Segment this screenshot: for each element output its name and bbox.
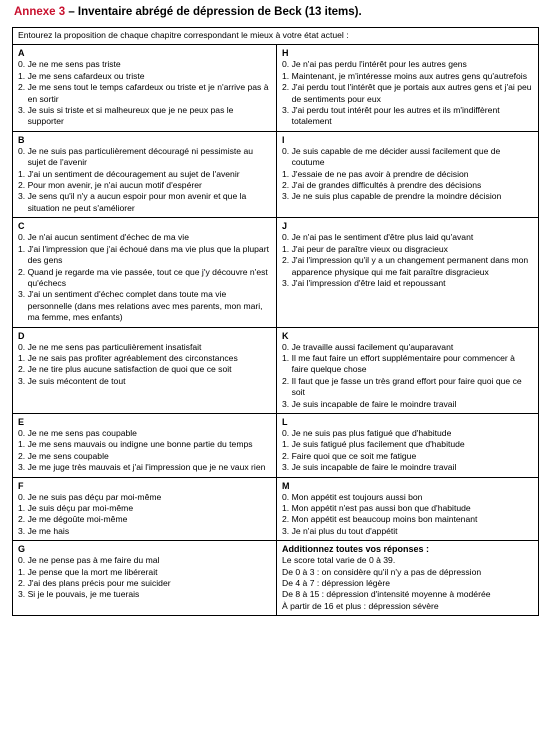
answer-option (18, 364, 271, 375)
option-number: 0. (282, 145, 292, 156)
option-number: 2. (18, 180, 28, 191)
option-number: 2. (282, 82, 292, 93)
option-number: 1. (282, 352, 292, 363)
option-number: 0. (18, 145, 28, 156)
answer-option (18, 146, 271, 169)
answer-option (282, 503, 533, 514)
section-a (13, 45, 277, 131)
row-d-k (13, 327, 539, 413)
section-f (13, 477, 277, 541)
option-text: J'ai un sentiment de découragement au sujet de l'avenir (27, 168, 240, 179)
option-text: J'ai perdu tout l'intérêt que je portais aux autres gens et j'ai peu de sentiments pour eux (291, 82, 532, 104)
option-number: 1. (18, 566, 28, 577)
answer-option (282, 255, 533, 278)
option-text: Si je le pouvais, je me tuerais (27, 589, 140, 600)
option-number: 2. (282, 375, 292, 386)
section-k (277, 327, 539, 413)
option-number: 2. (18, 450, 28, 461)
answer-option (282, 353, 533, 376)
option-number: 3. (282, 105, 292, 116)
answer-option (282, 278, 533, 289)
section-letter: I (282, 134, 285, 145)
option-text: Je me hais (27, 525, 70, 536)
option-text: Je n'ai aucun sentiment d'échec de ma vie (27, 232, 189, 243)
annex-label: Annexe 3 (14, 6, 66, 18)
option-number: 2. (18, 364, 28, 375)
option-text: Je n'ai pas le sentiment d'être plus laid qu'avant (291, 232, 474, 243)
answer-option (282, 451, 533, 462)
answer-option (282, 82, 533, 105)
answer-option (18, 567, 271, 578)
section-j (277, 218, 539, 327)
option-number: 1. (282, 70, 292, 81)
option-number: 0. (18, 232, 28, 243)
answer-option (282, 376, 533, 399)
option-number: 2. (18, 82, 28, 93)
option-text: Je ne tire plus aucune satisfaction de quoi que ce soit (27, 364, 232, 375)
section-letter: C (18, 221, 25, 232)
option-text: Je ne me sens pas triste (27, 59, 121, 70)
answer-option (18, 526, 271, 537)
answer-option (18, 244, 271, 267)
answer-option (18, 578, 271, 589)
option-text: Faire quoi que ce soit me fatigue (291, 450, 417, 461)
answer-option (18, 353, 271, 364)
answer-option (18, 232, 271, 243)
option-text: Je pense que la mort me libérerait (27, 566, 158, 577)
option-text: Je me dégoûte moi-même (27, 514, 128, 525)
row-f-m (13, 477, 539, 541)
answer-option (18, 59, 271, 70)
section-letter: D (18, 330, 25, 341)
option-number: 3. (18, 289, 28, 300)
option-text: Je me sens mauvais ou indigne une bonne partie du temps (27, 439, 253, 450)
answer-option (282, 514, 533, 525)
option-number: 3. (282, 398, 292, 409)
summary-title: Additionnez toutes vos réponses : (282, 544, 430, 555)
answer-option (18, 180, 271, 191)
option-text: Pour mon avenir, je n'ai aucun motif d'espérer (27, 180, 202, 191)
answer-option (282, 232, 533, 243)
option-text: J'ai l'impression qu'il y a un changement permanent dans mon apparence physique qui me fait paraître disgracieux (291, 255, 529, 277)
option-text: Je ne suis pas particulièrement découragé ni pessimiste au sujet de l'avenir (27, 145, 254, 168)
option-text: Je me juge très mauvais et j'ai l'impression que je ne vaux rien (27, 462, 266, 473)
row-g-summary (13, 541, 539, 616)
option-number: 1. (282, 243, 292, 254)
section-letter: L (282, 416, 288, 427)
section-letter: J (282, 221, 288, 232)
answer-option (18, 589, 271, 600)
answer-option (282, 105, 533, 128)
option-number: 0. (282, 491, 292, 502)
answer-option (282, 169, 533, 180)
section-e (13, 413, 277, 477)
answer-option (282, 71, 533, 82)
option-number: 0. (18, 491, 28, 502)
section-g (13, 541, 277, 616)
option-number: 2. (282, 450, 292, 461)
answer-option (282, 342, 533, 353)
option-text: Il me faut faire un effort supplémentaire pour commencer à faire quelque chose (291, 352, 515, 375)
beck-inventory-table (12, 27, 539, 616)
section-l (277, 413, 539, 477)
option-number: 1. (18, 243, 28, 254)
option-text: Je suis si triste et si malheureux que je ne peux pas le supporter (27, 105, 234, 127)
option-text: J'ai un sentiment d'échec complet dans toute ma vie personnelle (dans mes relations avec mes parents, mon mari, ma femme, mes enfants) (27, 289, 263, 323)
answer-option (18, 267, 271, 290)
option-text: J'ai des plans précis pour me suicider (27, 578, 171, 589)
option-number: 3. (18, 462, 28, 473)
row-b-i (13, 131, 539, 217)
answer-option (18, 503, 271, 514)
instruction-row (13, 28, 539, 45)
option-text: Je suis incapable de faire le moindre travail (291, 398, 457, 409)
answer-option (282, 180, 533, 191)
option-text: Je ne me sens pas coupable (27, 427, 137, 438)
answer-option (18, 105, 271, 128)
answer-option (282, 244, 533, 255)
answer-option (282, 428, 533, 439)
option-text: Mon appétit n'est pas aussi bon que d'habitude (291, 503, 471, 513)
section-b (13, 131, 277, 217)
section-letter: E (18, 416, 25, 427)
option-text: Je ne suis pas déçu par moi-même (27, 491, 162, 502)
answer-option (18, 439, 271, 450)
option-text: Je suis mécontent de tout (27, 375, 126, 386)
option-number: 0. (18, 59, 28, 70)
answer-option (18, 191, 271, 214)
option-text: Je me sens cafardeux ou triste (27, 70, 145, 81)
answer-option (18, 514, 271, 525)
option-text: Je suis déçu par moi-même (27, 503, 134, 513)
option-text: Mon appétit est toujours aussi bon (291, 491, 423, 502)
option-number: 0. (282, 427, 292, 438)
option-number: 3. (282, 277, 292, 288)
option-number: 0. (282, 341, 292, 352)
answer-option (18, 376, 271, 387)
option-text: Je n'ai plus du tout d'appétit (291, 525, 398, 536)
answer-option (18, 428, 271, 439)
instruction-text: Entourez la proposition de chaque chapitre correspondant le mieux à votre état actuel : (13, 28, 539, 45)
summary-line: Le score total varie de 0 à 39. (282, 555, 396, 566)
option-text: Je n'ai pas perdu l'intérêt pour les autres gens (291, 59, 467, 70)
option-number: 2. (282, 255, 292, 266)
answer-option (18, 555, 271, 566)
option-number: 3. (282, 191, 292, 202)
answer-option (18, 82, 271, 105)
option-number: 2. (282, 514, 292, 525)
option-number: 1. (18, 352, 28, 363)
row-a-h (13, 45, 539, 131)
option-text: Je ne sais pas profiter agréablement des circonstances (27, 352, 238, 363)
option-text: Je suis fatigué plus facilement que d'habitude (291, 439, 465, 450)
option-text: J'ai de grandes difficultés à prendre des décisions (291, 180, 482, 191)
section-h (277, 45, 539, 131)
option-number: 1. (282, 439, 292, 450)
option-number: 2. (18, 578, 28, 589)
option-text: Je ne suis plus capable de prendre la moindre décision (291, 191, 502, 202)
option-text: J'ai l'impression d'être laid et repoussant (291, 277, 446, 288)
section-letter: F (18, 480, 24, 491)
option-text: Quand je regarde ma vie passée, tout ce que j'y découvre n'est qu'échecs (27, 266, 268, 288)
answer-option (18, 451, 271, 462)
document-title (14, 6, 362, 18)
answer-option (282, 492, 533, 503)
option-number: 3. (282, 462, 292, 473)
answer-option (282, 399, 533, 410)
option-text: Je travaille aussi facilement qu'auparavant (291, 341, 454, 352)
option-text: Je ne pense pas à me faire du mal (27, 555, 160, 566)
section-letter: M (282, 480, 290, 491)
summary-line: De 8 à 15 : dépression d'intensité moyenne à modérée (282, 589, 491, 600)
section-letter: G (18, 544, 26, 555)
section-c (13, 218, 277, 327)
option-text: J'ai peur de paraître vieux ou disgracieux (291, 243, 448, 254)
option-number: 1. (18, 439, 28, 450)
option-number: 3. (18, 589, 28, 600)
option-number: 2. (18, 266, 28, 277)
option-number: 0. (18, 555, 28, 566)
row-e-l (13, 413, 539, 477)
option-number: 3. (18, 191, 28, 202)
answer-option (282, 59, 533, 70)
title-text: – Inventaire abrégé de dépression de Beck (13 items). (65, 6, 362, 18)
summary-line: De 0 à 3 : on considère qu'il n'y a pas de dépression (282, 566, 482, 577)
option-text: Je me sens tout le temps cafardeux ou triste et je n'arrive pas à en sortir (27, 82, 269, 104)
option-number: 1. (18, 70, 28, 81)
option-text: Je suis capable de me décider aussi facilement que de coutume (291, 145, 501, 168)
section-d (13, 327, 277, 413)
option-text: J'ai l'impression que j'ai échoué dans ma vie plus que la plupart des gens (27, 243, 269, 266)
section-letter: H (282, 48, 289, 59)
answer-option (282, 146, 533, 169)
section-i (277, 131, 539, 217)
scoring-summary (277, 541, 539, 616)
option-text: Je suis incapable de faire le moindre travail (291, 462, 457, 473)
option-text: Mon appétit est beaucoup moins bon maintenant (291, 514, 478, 525)
option-number: 0. (18, 341, 28, 352)
option-number: 1. (282, 168, 292, 179)
answer-option (282, 462, 533, 473)
option-number: 0. (282, 59, 292, 70)
section-letter: K (282, 330, 289, 341)
option-text: Il faut que je fasse un très grand effort pour faire quoi que ce soit (291, 375, 522, 398)
option-text: J'essaie de ne pas avoir à prendre de décision (291, 168, 469, 179)
option-number: 3. (282, 525, 292, 536)
summary-line: À partir de 16 et plus : dépression sévère (282, 600, 439, 611)
option-text: Je sens qu'il n'y a aucun espoir pour mon avenir et que la situation ne peut s'améliorer (27, 191, 247, 213)
option-number: 2. (18, 514, 28, 525)
option-text: J'ai perdu tout intérêt pour les autres et ils m'indiffèrent totalement (291, 105, 500, 127)
answer-option (18, 462, 271, 473)
answer-option (18, 71, 271, 82)
summary-line: De 4 à 7 : dépression légère (282, 578, 390, 589)
option-number: 3. (18, 105, 28, 116)
option-number: 0. (18, 427, 28, 438)
section-m (277, 477, 539, 541)
option-number: 1. (282, 503, 292, 513)
section-letter: B (18, 134, 25, 145)
answer-option (18, 289, 271, 323)
option-text: Maintenant, je m'intéresse moins aux autres gens qu'autrefois (291, 70, 528, 81)
section-letter: A (18, 48, 25, 59)
option-number: 2. (282, 180, 292, 191)
answer-option (282, 439, 533, 450)
option-text: Je me sens coupable (27, 450, 109, 461)
answer-option (18, 492, 271, 503)
row-c-j (13, 218, 539, 327)
option-text: Je ne me sens pas particulièrement insatisfait (27, 341, 202, 352)
option-text: Je ne suis pas plus fatigué que d'habitude (291, 427, 452, 438)
option-number: 1. (18, 168, 28, 179)
option-number: 0. (282, 232, 292, 243)
option-number: 3. (18, 525, 28, 536)
option-number: 1. (18, 503, 28, 513)
answer-option (282, 191, 533, 202)
answer-option (18, 342, 271, 353)
answer-option (18, 169, 271, 180)
option-number: 3. (18, 375, 28, 386)
answer-option (282, 526, 533, 537)
